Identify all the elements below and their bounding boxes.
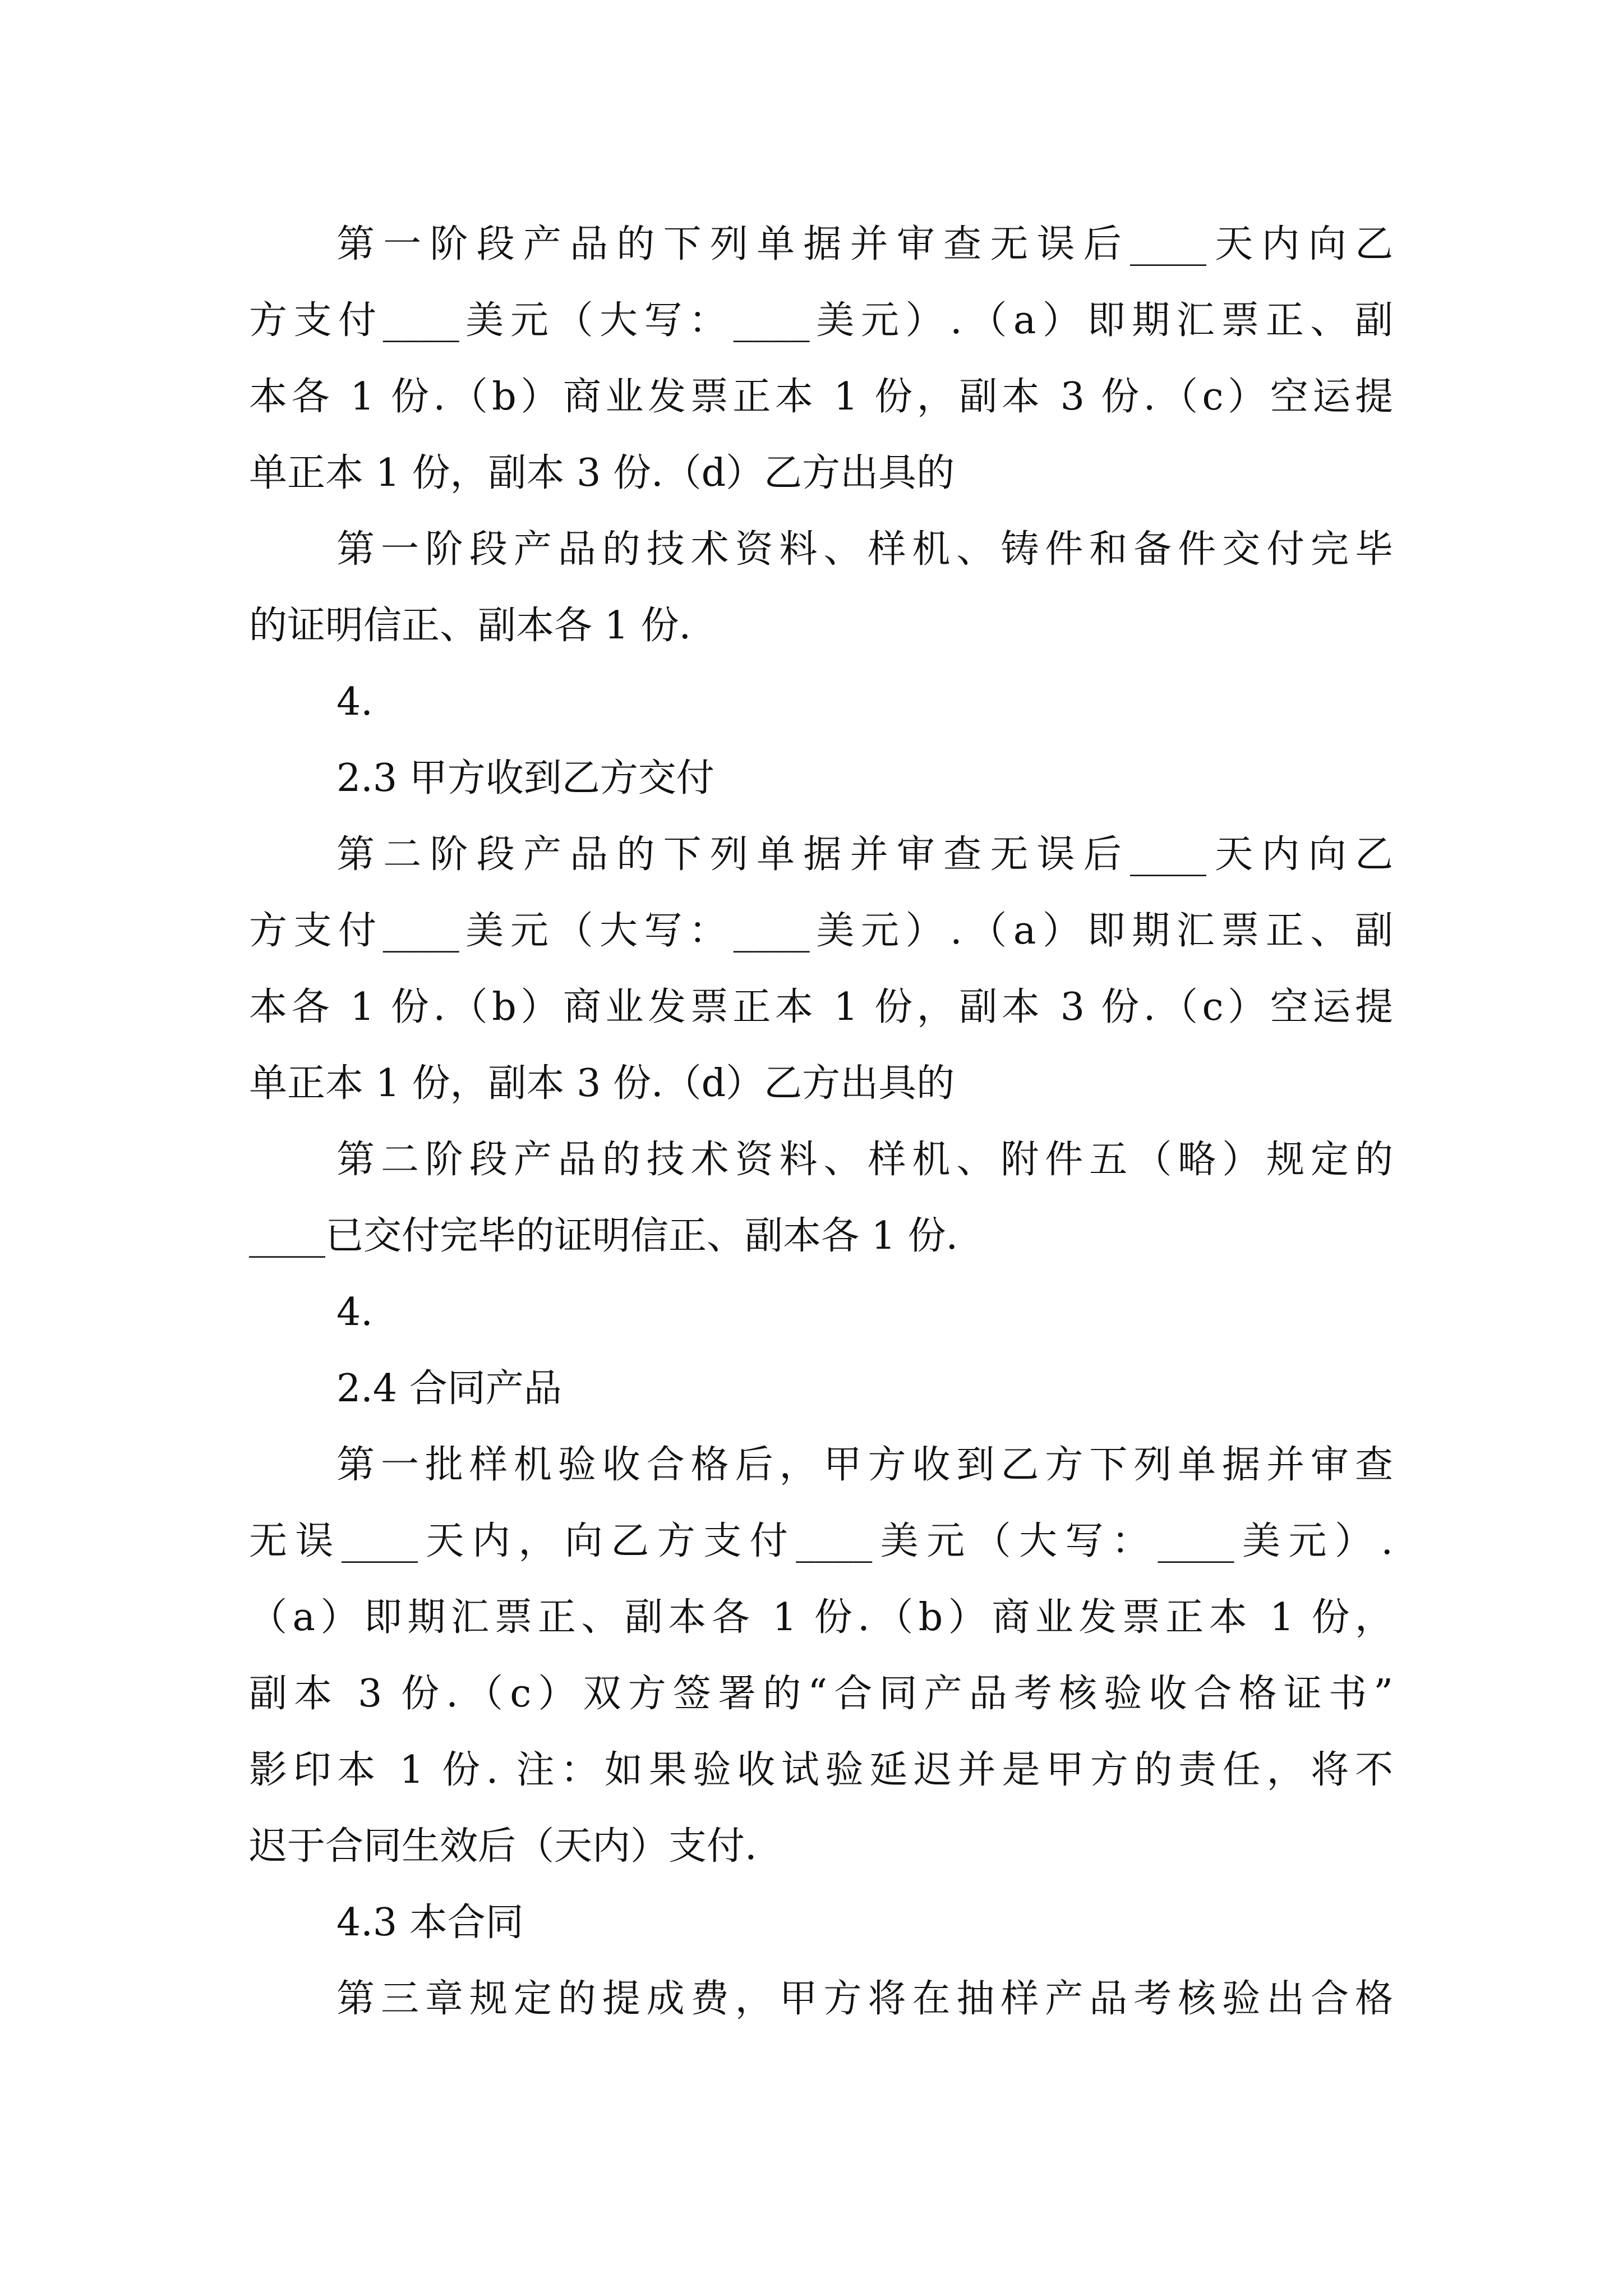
- text-line: 无误____天内，向乙方支付____美元（大写：____美元）.: [249, 1519, 1393, 1563]
- text-line: 第三章规定的提成费，甲方将在抽样产品考核验出合格: [336, 1977, 1393, 2021]
- text-line: 单正本 1 份，副本 3 份.（d）乙方出具的: [249, 1061, 955, 1106]
- text-line: 方支付____美元（大写：____美元）.（a）即期汇票正、副: [249, 909, 1393, 953]
- text-line: （a）即期汇票正、副本各 1 份.（b）商业发票正本 1 份，: [249, 1595, 1393, 1640]
- text-line: 第二阶段产品的技术资料、样机、附件五（略）规定的: [336, 1138, 1393, 1182]
- text-line: 第一批样机验收合格后，甲方收到乙方下列单据并审查: [336, 1443, 1393, 1487]
- text-line: 本各 1 份.（b）商业发票正本 1 份，副本 3 份.（c）空运提: [249, 985, 1393, 1029]
- text-line: ____已交付完毕的证明信正、副本各 1 份.: [249, 1214, 958, 1258]
- section-heading: 2.3 甲方收到乙方交付: [336, 756, 714, 800]
- text-line: 第二阶段产品的下列单据并审查无误后____天内向乙: [336, 832, 1393, 877]
- section-heading: 2.4 合同产品: [336, 1366, 562, 1411]
- text-line: 4.: [336, 1290, 373, 1335]
- text-line: 影印本 1 份. 注：如果验收试验延迟并是甲方的责任，将不: [249, 1748, 1393, 1792]
- text-line: 方支付____美元（大写：____美元）.（a）即期汇票正、副: [249, 298, 1393, 343]
- text-line: 单正本 1 份，副本 3 份.（d）乙方出具的: [249, 451, 955, 495]
- text-line: 第一阶段产品的技术资料、样机、铸件和备件交付完毕: [336, 527, 1393, 572]
- text-line: 4.: [336, 680, 373, 724]
- text-line: 本各 1 份.（b）商业发票正本 1 份，副本 3 份.（c）空运提: [249, 375, 1393, 419]
- text-line: 第一阶段产品的下列单据并审查无误后____天内向乙: [336, 222, 1393, 266]
- text-line: 副本 3 份.（c）双方签署的“合同产品考核验收合格证书”: [249, 1672, 1393, 1716]
- text-line: 迟于合同生效后（天内）支付.: [249, 1824, 757, 1869]
- section-heading: 4.3 本合同: [336, 1901, 524, 1945]
- text-line: 的证明信正、副本各 1 份.: [249, 604, 691, 648]
